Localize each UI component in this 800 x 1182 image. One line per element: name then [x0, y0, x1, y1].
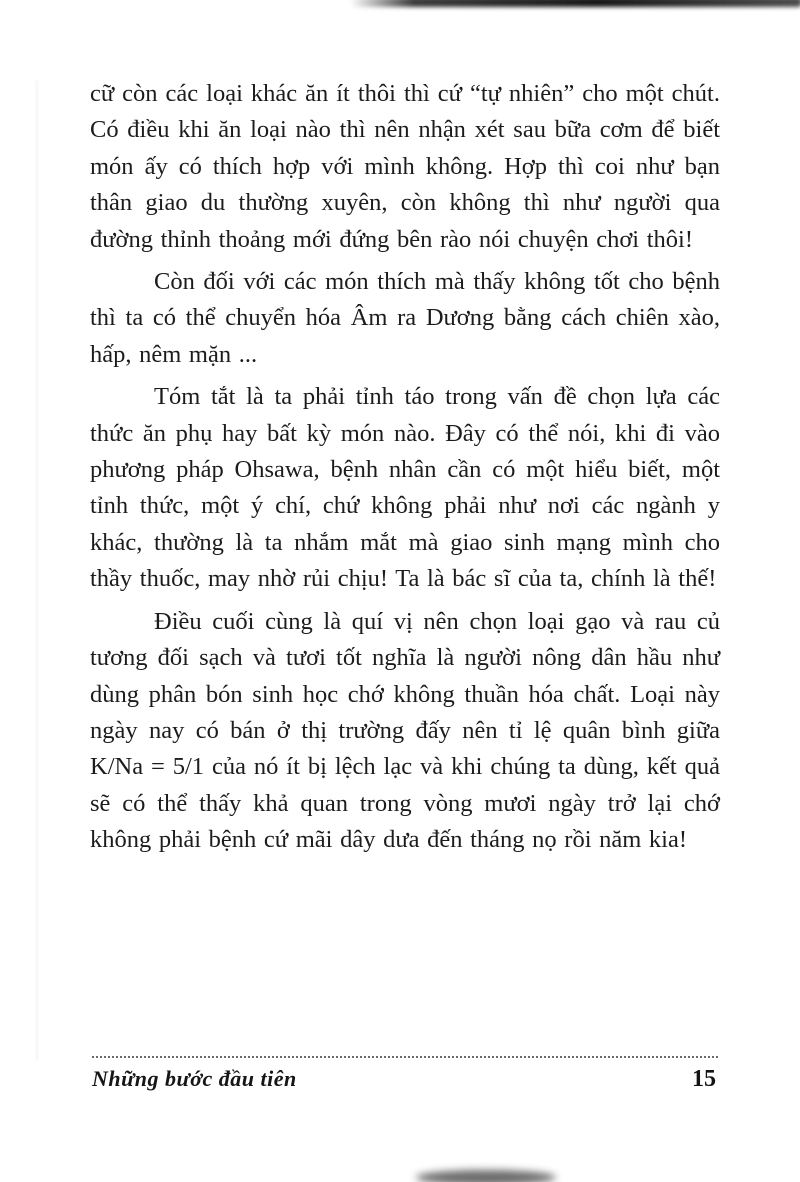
footer-dotted-rule — [92, 1056, 718, 1058]
scan-artifact-top — [350, 0, 800, 7]
paragraph-3: Tóm tắt là ta phải tỉnh táo trong vấn đề chọn lựa các thức ăn phụ hay bất kỳ món nào. Đây có thể nói, khi đi vào phương pháp Ohsawa, bệnh nhân cần có một hiểu biết, một tỉnh thức, một ý chí, chứ không phải như nơi các ngành y khác, thường là ta nhắm mắt mà giao sinh mạng mình cho thầy thuốc, may nhờ rủi chịu! Ta là bác sĩ của ta, chính là thế! — [90, 383, 720, 593]
page-number: 15 — [692, 1066, 716, 1092]
running-title: Những bước đầu tiên — [92, 1066, 297, 1091]
scan-artifact-bottom — [416, 1170, 556, 1182]
paragraph-1: cữ còn các loại khác ăn ít thôi thì cứ “tự nhiên” cho một chút. Có điều khi ăn loại nào thì nên nhận xét sau bữa cơm để biết món ấy có thích hợp với mình không. Hợp thì coi như bạn thân giao du thường xuyên, còn không thì như người qua đường thỉnh thoảng mới đứng bên rào nói chuyện chơi thôi! — [90, 80, 720, 253]
page-fold-line — [36, 80, 38, 1060]
footer-row — [92, 1066, 718, 1093]
paragraph-2: Còn đối với các món thích mà thấy không tốt cho bệnh thì ta có thể chuyển hóa Âm ra Dương bằng cách chiên xào, hấp, nêm mặn ... — [90, 268, 720, 368]
paragraph-4: Điều cuối cùng là quí vị nên chọn loại gạo và rau củ tương đối sạch và tươi tốt nghĩa là người nông dân hầu như dùng phân bón sinh học chớ không thuần hóa chất. Loại này ngày nay có bán ở thị trường đấy nên tỉ lệ quân bình giữa K/Na = 5/1 của nó ít bị lệch lạc và khi chúng ta dùng, kết quả sẽ có thể thấy khả quan trong vòng mươi ngày trở lại chớ không phải bệnh cứ mãi dây dưa đến tháng nọ rồi năm kia! — [90, 607, 720, 854]
page-text-block — [90, 76, 720, 865]
page-footer — [92, 1056, 718, 1093]
